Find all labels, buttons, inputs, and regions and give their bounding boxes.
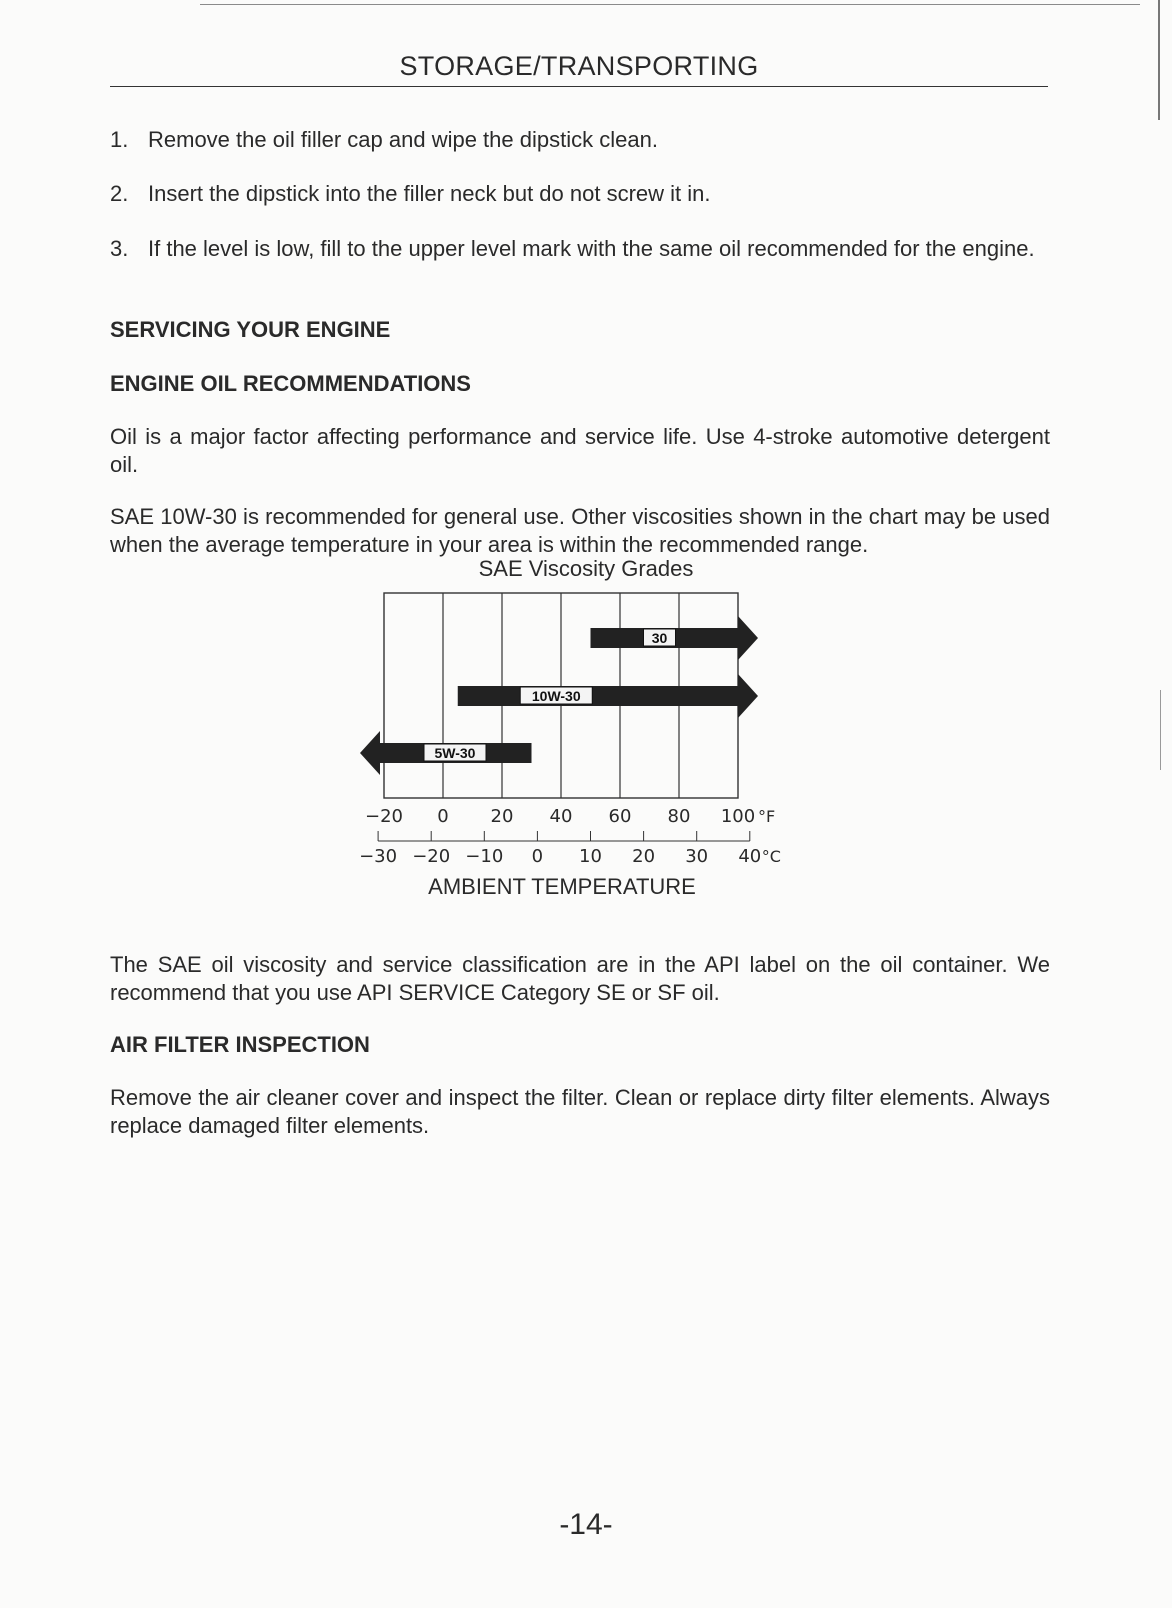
arrow-right-icon bbox=[738, 616, 758, 660]
scan-edge-right-lower bbox=[1160, 690, 1161, 770]
tick-label-c: −10 bbox=[465, 846, 504, 867]
step-number: 2. bbox=[110, 181, 129, 206]
bar-30 bbox=[591, 616, 759, 660]
viscosity-chart bbox=[330, 590, 850, 910]
arrow-left-icon bbox=[360, 731, 380, 775]
unit-label-f: °F bbox=[758, 807, 776, 826]
page-header bbox=[110, 46, 1048, 87]
tick-label-f: 40 bbox=[549, 806, 573, 827]
chart-caption: SAE Viscosity Grades bbox=[478, 556, 694, 581]
bar-label: 30 bbox=[651, 630, 668, 646]
air-filter-paragraph: Remove the air cleaner cover and inspect the filter. Clean or replace dirty filter elements. Always replace damaged filter elements. bbox=[110, 1085, 1050, 1138]
section-heading-air-filter: AIR FILTER INSPECTION bbox=[110, 1032, 370, 1057]
section-heading-oil: ENGINE OIL RECOMMENDATIONS bbox=[110, 371, 471, 396]
arrow-right-icon bbox=[738, 674, 758, 718]
section-heading-servicing: SERVICING YOUR ENGINE bbox=[110, 317, 391, 342]
tick-label-c: 30 bbox=[685, 846, 709, 867]
tick-label-f: 20 bbox=[490, 806, 514, 827]
tick-label-f: 0 bbox=[437, 806, 449, 827]
bar-body bbox=[458, 686, 738, 706]
bar-label: 5W-30 bbox=[434, 745, 476, 761]
bar-5w-30 bbox=[360, 731, 532, 775]
oil-paragraph-1: Oil is a major factor affecting performance and service life. Use 4-stroke automotive detergent oil. bbox=[110, 424, 1050, 477]
x-axis-label: AMBIENT TEMPERATURE bbox=[428, 874, 696, 899]
scan-edge-right bbox=[1158, 0, 1160, 120]
step-text: If the level is low, fill to the upper level mark with the same oil recommended for the engine. bbox=[148, 236, 1035, 261]
tick-label-c: −30 bbox=[359, 846, 398, 867]
tick-label-c: 40 bbox=[738, 846, 762, 867]
step-text: Insert the dipstick into the filler neck but do not screw it in. bbox=[148, 181, 711, 206]
bar-label: 10W-30 bbox=[531, 688, 581, 704]
tick-label-c: 10 bbox=[579, 846, 602, 867]
page-number: -14- bbox=[559, 1508, 613, 1541]
step-number: 1. bbox=[110, 127, 129, 152]
tick-label-f: 100 bbox=[720, 806, 756, 827]
tick-label-f: 80 bbox=[667, 806, 691, 827]
page-title: STORAGE/TRANSPORTING bbox=[399, 51, 759, 81]
bar-10w-30 bbox=[458, 674, 758, 718]
oil-paragraph-2: SAE 10W-30 is recommended for general use. Other viscosities shown in the chart may be used when the average temperature in your area is within the recommended range. bbox=[110, 504, 1050, 557]
tick-label-f: −20 bbox=[365, 806, 403, 827]
tick-label-c: −20 bbox=[412, 846, 451, 867]
tick-label-c: 20 bbox=[632, 846, 656, 867]
step-number: 3. bbox=[110, 236, 129, 261]
tick-label-c: 0 bbox=[531, 846, 544, 867]
api-paragraph: The SAE oil viscosity and service classification are in the API label on the oil container. We recommend that you use API SERVICE Category SE or SF oil. bbox=[110, 952, 1050, 1005]
step-text: Remove the oil filler cap and wipe the dipstick clean. bbox=[148, 127, 658, 152]
tick-label-f: 60 bbox=[608, 806, 632, 827]
scan-edge-top bbox=[200, 4, 1140, 5]
unit-label-c: °C bbox=[761, 847, 781, 866]
